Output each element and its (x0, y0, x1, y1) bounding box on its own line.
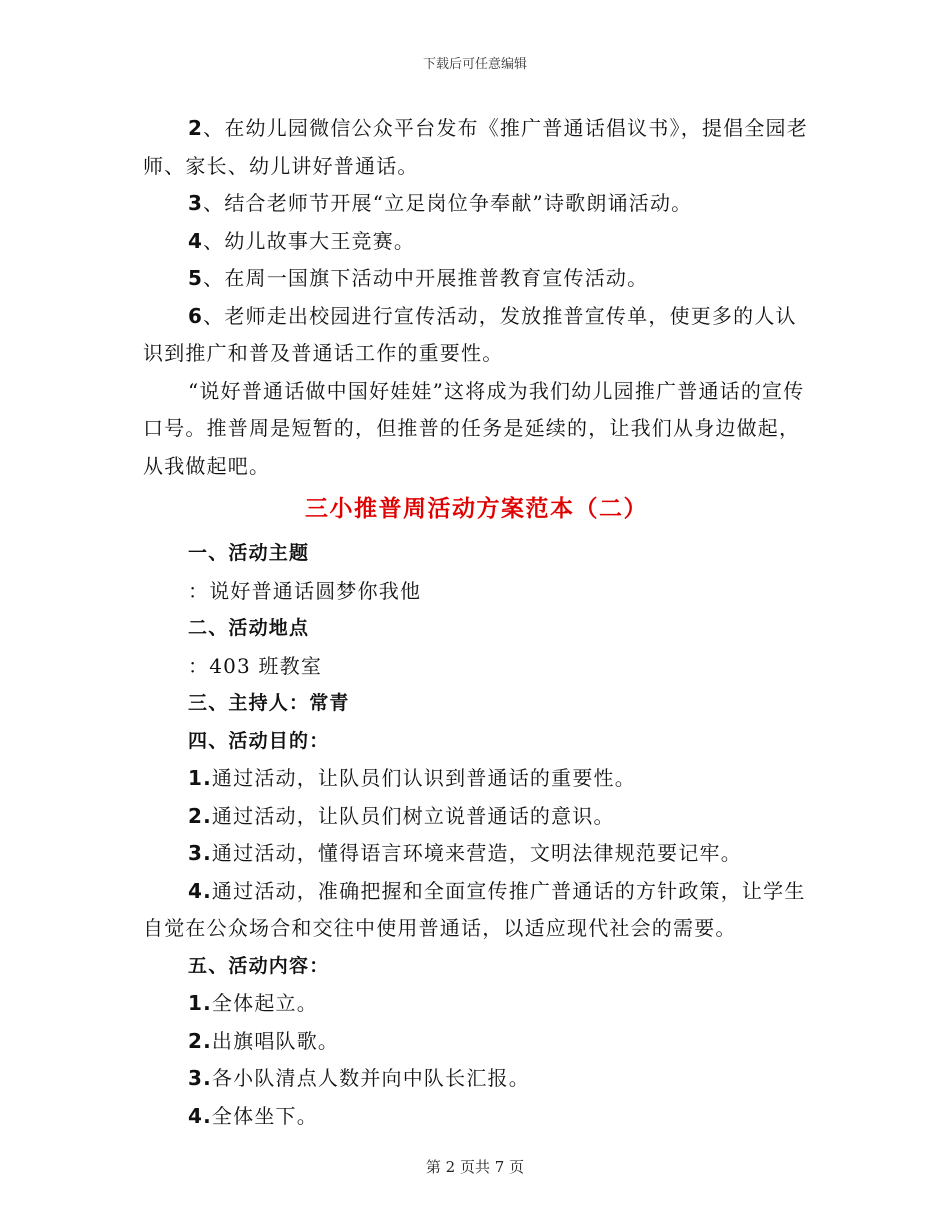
list-item: 6、老师走出校园进行宣传活动，发放推普宣传单，使更多的人认识到推广和普及普通话工作的重要性。 (143, 303, 797, 365)
list-item: 1.通过活动，让队员们认识到普通话的重要性。 (188, 766, 636, 790)
section-title: 三小推普周活动方案范本（二） (305, 496, 648, 522)
list-item: 3.通过活动，懂得语言环境来营造，文明法律规范要记牢。 (188, 841, 742, 865)
list-item: 2.通过活动，让队员们树立说普通话的意识。 (188, 803, 615, 828)
heading-purpose: 四、活动目的： (188, 729, 330, 752)
list-item: 5、在周一国旗下活动中开展推普教育宣传活动。 (188, 266, 649, 290)
list-item: 4.全体坐下。 (188, 1103, 318, 1128)
list-item: 4.通过活动，准确把握和全面宣传推广普通话的方针政策，让学生自觉在公众场合和交往中使用普通话，以适应现代社会的需要。 (143, 878, 806, 940)
list-item: 2、在幼儿园微信公众平台发布《推广普通话倡议书》，提倡全园老师、家长、幼儿讲好普通话。 (143, 116, 808, 178)
list-item: 3.各小队清点人数并向中队长汇报。 (188, 1066, 530, 1090)
closing-paragraph: “说好普通话做中国好娃娃”这将成为我们幼儿园推广普通话的宣传口号。推普周是短暂的，但推普的任务是延续的，让我们从身边做起，从我做起吧。 (143, 378, 805, 478)
page-footer: 第 2 页共 7 页 (425, 1158, 525, 1176)
location-text: ：403 班教室 (188, 653, 323, 678)
heading-theme: 一、活动主题 (188, 542, 310, 564)
list-item: 4、幼儿故事大王竞赛。 (188, 228, 416, 253)
heading-location: 二、活动地点 (188, 617, 310, 639)
page-header: 下载后可任意编辑 (422, 57, 527, 72)
list-item: 2.出旗唱队歌。 (188, 1028, 340, 1053)
heading-host: 三、主持人：常青 (188, 692, 350, 714)
heading-content: 五、活动内容： (188, 954, 330, 977)
list-item: 1.全体起立。 (188, 991, 318, 1015)
theme-text: ：说好普通话圆梦你我他 (188, 578, 422, 603)
document-body (143, 110, 810, 1135)
list-item: 3、结合老师节开展“立足岗位争奉献”诗歌朗诵活动。 (188, 191, 693, 215)
